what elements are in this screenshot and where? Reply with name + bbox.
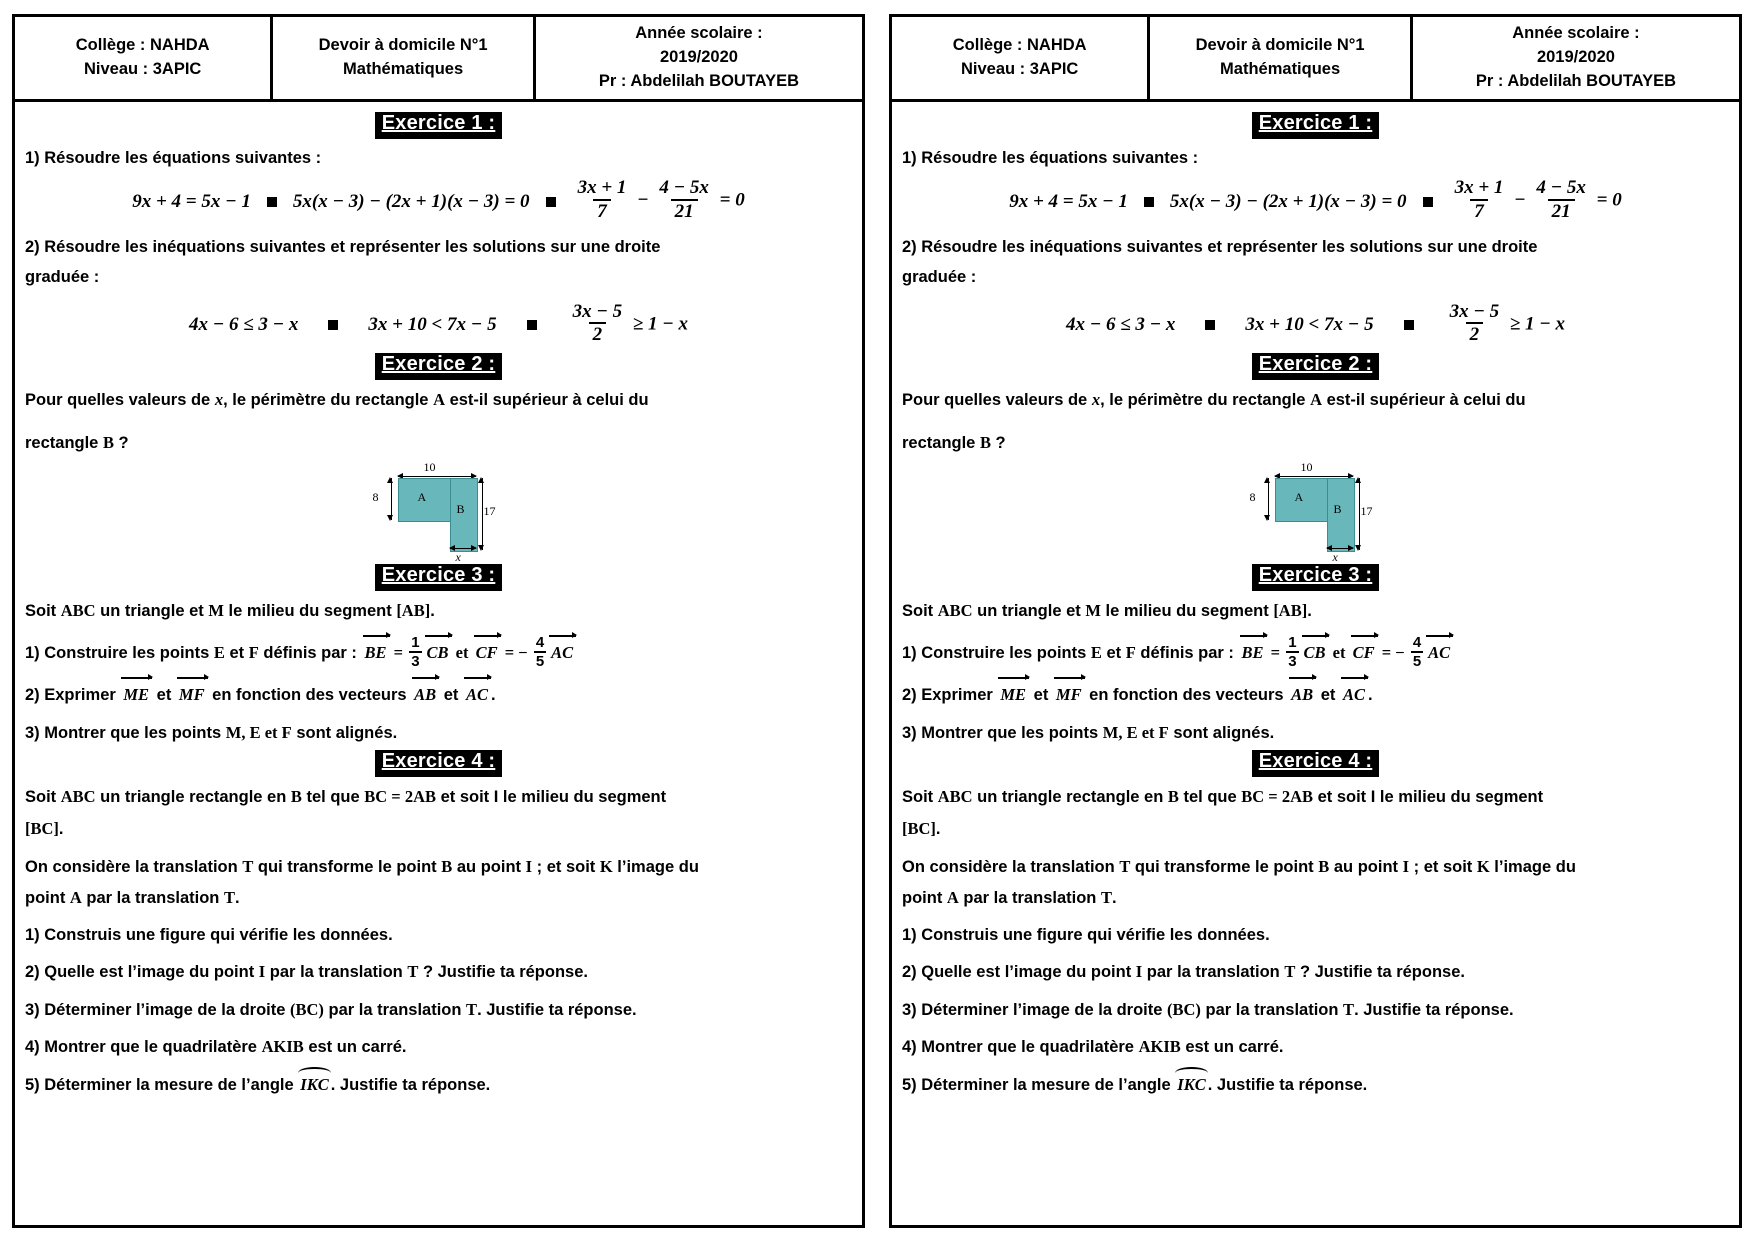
- assignment-title: Devoir à domicile N°1: [1195, 35, 1365, 54]
- vector-cb: CB: [1302, 640, 1328, 666]
- figure-dim-top-arrow: [398, 476, 476, 477]
- worksheet-copy-right: [877, 0, 1754, 1240]
- square-bullet-icon: [267, 197, 277, 207]
- exercise-3-intro: Soit ABC un triangle et M le milieu du segment [AB].: [25, 601, 435, 621]
- rectangle-figure: [364, 460, 514, 565]
- exercise-4-question-3: 3) Déterminer l’image de la droite (BC) par la translation T. Justifie ta réponse.: [902, 999, 1514, 1019]
- figure-dim-bottom-label: x: [455, 550, 461, 565]
- equation-1: 9x + 4 = 5x − 1: [1009, 190, 1128, 212]
- exercise-2-text-line2: rectangle B ?: [902, 432, 1006, 452]
- exercise-4-heading: [902, 750, 1729, 777]
- vector-be: BE: [363, 640, 389, 666]
- equation-3-tail: = 0: [1596, 189, 1622, 211]
- exercise-2-title: Exercice 2 :: [375, 353, 503, 380]
- exercise-3-question-3: 3) Montrer que les points M, E et F sont alignés.: [902, 722, 1275, 742]
- exercise-2-title: Exercice 2 :: [1252, 353, 1380, 380]
- exercise-2-heading: [25, 353, 852, 380]
- school-year-label: Année scolaire :: [635, 24, 763, 42]
- inequality-2: 3x + 10 < 7x − 5: [1245, 313, 1374, 335]
- square-bullet-icon: [1404, 320, 1414, 330]
- exercise-1-question-2-line2: graduée :: [25, 268, 100, 287]
- header-cell-assignment: [1150, 17, 1413, 99]
- figure-dim-top-arrow: [1275, 476, 1353, 477]
- square-bullet-icon: [527, 320, 537, 330]
- vector-ac: AC: [1426, 640, 1452, 666]
- vector-me: ME: [121, 682, 151, 708]
- vector-cb: CB: [425, 640, 451, 666]
- exercise-4-question-1: 1) Construis une figure qui vérifie les données.: [25, 925, 393, 944]
- figure-dim-top-label: 10: [1300, 460, 1313, 475]
- exercise-4-question-2: 2) Quelle est l’image du point I par la translation T ? Justifie ta réponse.: [902, 962, 1465, 982]
- minus-sign: −: [1514, 189, 1526, 211]
- header-cell-college: [15, 17, 273, 99]
- exercise-1-inequalities-row: [902, 300, 1729, 347]
- exercise-4-question-5: 5) Déterminer la mesure de l’angle IKC . Justifie ta réponse.: [25, 1072, 852, 1099]
- square-bullet-icon: [1205, 320, 1215, 330]
- figure-dim-left-arrow: [391, 478, 392, 520]
- equation-3-tail: = 0: [719, 189, 745, 211]
- fraction-1-over-3: $\frac{1}{3}$: [411, 633, 420, 671]
- vector-cf: CF: [474, 640, 500, 666]
- square-bullet-icon: [546, 197, 556, 207]
- header-cell-college: [892, 17, 1150, 99]
- college-level: Niveau : 3APIC: [83, 59, 202, 78]
- inequality-1: 4x − 6 ≤ 3 − x: [1065, 313, 1176, 335]
- figure-dim-bottom-arrow: [450, 548, 476, 549]
- fraction-3x-5-over-2: $\frac{3x - 5}{2}$: [572, 300, 623, 346]
- exercise-1-title: Exercice 1 :: [375, 112, 503, 139]
- exercise-3-question-1: 1) Construire les points E et F définis par : BE = $\frac{1}{3}$ CB et CF = − $\frac{4}{5}$ AC: [902, 633, 1451, 671]
- figure-dim-top-label: 10: [423, 460, 436, 475]
- exercise-1-equations-row: [902, 179, 1729, 223]
- exercise-4-intro-line4: point A par la translation T.: [25, 888, 240, 908]
- exercise-4-intro-line3: On considère la translation T qui transforme le point B au point I ; et soit K l’image du: [25, 856, 699, 876]
- school-year-label: Année scolaire :: [1512, 24, 1640, 42]
- vector-ac: AC: [1341, 682, 1367, 708]
- exercise-1-equations-row: [25, 179, 852, 223]
- vector-ab: AB: [412, 682, 438, 708]
- equation-3: [572, 179, 745, 223]
- exercise-3-heading: [902, 564, 1729, 591]
- header-cell-assignment: [273, 17, 536, 99]
- rectangle-a-label: A: [1294, 490, 1304, 505]
- exercise-1-question-2-line2: graduée :: [902, 268, 977, 287]
- square-bullet-icon: [1144, 197, 1154, 207]
- rectangle-figure: [1241, 460, 1391, 565]
- inequality-3: [1444, 300, 1566, 347]
- college-level: Niveau : 3APIC: [960, 59, 1079, 78]
- inequality-2: 3x + 10 < 7x − 5: [368, 313, 497, 335]
- equation-1: 9x + 4 = 5x − 1: [132, 190, 251, 212]
- minus-sign: −: [637, 189, 649, 211]
- figure-dim-bottom-arrow: [1327, 548, 1353, 549]
- exercise-3-question-1: 1) Construire les points E et F définis par : BE = $\frac{1}{3}$ CB et CF = − $\frac{4}{5}$ AC: [25, 633, 574, 671]
- exercise-1-title: Exercice 1 :: [1252, 112, 1380, 139]
- fraction-4-over-5: $\frac{4}{5}$: [1412, 633, 1422, 671]
- fraction-3x1-over-7: $\frac{3x + 1}{7}$: [1454, 177, 1504, 222]
- fraction-3x1-over-7: $\frac{3x + 1}{7}$: [577, 177, 627, 222]
- figure-dim-left-label: 8: [1249, 490, 1256, 505]
- square-bullet-icon: [328, 320, 338, 330]
- college-name: Collège : NAHDA: [952, 35, 1087, 54]
- exercise-4-question-5: 5) Déterminer la mesure de l’angle IKC . Justifie ta réponse.: [902, 1072, 1729, 1099]
- exercise-1-question-2-line1: 2) Résoudre les inéquations suivantes et représenter les solutions sur une droite: [902, 237, 1538, 256]
- exercise-2-text-line1: Pour quelles valeurs de x, le périmètre du rectangle A est-il supérieur à celui du: [25, 390, 649, 410]
- school-year-value: 2019/2020: [659, 47, 738, 66]
- vector-mf: MF: [177, 682, 207, 708]
- rectangle-b-label: B: [456, 502, 465, 517]
- exercise-1-question-1: 1) Résoudre les équations suivantes :: [25, 148, 322, 167]
- figure-dim-bottom-label: x: [1332, 550, 1338, 565]
- rectangle-b-label: B: [1333, 502, 1342, 517]
- figure-dim-left-arrow: [1268, 478, 1269, 520]
- assignment-title: Devoir à domicile N°1: [318, 35, 488, 54]
- assignment-subject: Mathématiques: [343, 59, 464, 78]
- figure-dim-right-arrow: [1359, 478, 1360, 550]
- exercise-1-heading: [902, 112, 1729, 139]
- teacher-name: Pr : Abdelilah BOUTAYEB: [1475, 71, 1677, 90]
- exercise-2-text-line2: rectangle B ?: [25, 432, 129, 452]
- worksheet-body: [12, 102, 865, 1228]
- angle-ikc: IKC: [298, 1072, 330, 1098]
- exercise-4-question-2: 2) Quelle est l’image du point I par la translation T ? Justifie ta réponse.: [25, 962, 588, 982]
- figure-dim-right-label: 17: [483, 504, 496, 519]
- exercise-4-question-4: 4) Montrer que le quadrilatère AKIB est un carré.: [902, 1037, 1284, 1057]
- exercise-3-title: Exercice 3 :: [375, 564, 503, 591]
- exercise-3-heading: [25, 564, 852, 591]
- exercise-4-title: Exercice 4 :: [375, 750, 503, 777]
- fraction-4-5x-over-21: $\frac{4 - 5x}{21}$: [1536, 177, 1586, 222]
- exercise-1-question-1: 1) Résoudre les équations suivantes :: [902, 148, 1199, 167]
- vector-ac: AC: [549, 640, 575, 666]
- header-cell-year: [1413, 17, 1739, 99]
- exercise-4-question-3: 3) Déterminer l’image de la droite (BC) par la translation T. Justifie ta réponse.: [25, 999, 637, 1019]
- exercise-4-intro-line2: [BC].: [902, 818, 941, 838]
- exercise-4-intro-line3: On considère la translation T qui transforme le point B au point I ; et soit K l’image du: [902, 856, 1576, 876]
- exercise-3-question-3: 3) Montrer que les points M, E et F sont alignés.: [25, 722, 398, 742]
- vector-mf: MF: [1054, 682, 1084, 708]
- vector-ab: AB: [1289, 682, 1315, 708]
- exercise-4-title: Exercice 4 :: [1252, 750, 1380, 777]
- exercise-4-heading: [25, 750, 852, 777]
- figure-dim-right-arrow: [482, 478, 483, 550]
- header-table: [12, 14, 865, 102]
- exercise-4-question-4: 4) Montrer que le quadrilatère AKIB est un carré.: [25, 1037, 407, 1057]
- exercise-4-intro-line1: Soit ABC un triangle rectangle en B tel que BC = 2AB et soit I le milieu du segment: [25, 787, 667, 807]
- inequality-3-tail: ≥ 1 − x: [1509, 313, 1566, 335]
- exercise-3-question-2: 2) Exprimer ME et MF en fonction des vecteurs AB et AC .: [25, 682, 852, 709]
- vector-cf: CF: [1351, 640, 1377, 666]
- exercise-3-intro: Soit ABC un triangle et M le milieu du segment [AB].: [902, 601, 1312, 621]
- inequality-3-tail: ≥ 1 − x: [632, 313, 689, 335]
- exercise-1-heading: [25, 112, 852, 139]
- assignment-subject: Mathématiques: [1220, 59, 1341, 78]
- equation-2: 5x(x − 3) − (2x + 1)(x − 3) = 0: [1169, 190, 1407, 212]
- fraction-1-over-3: $\frac{1}{3}$: [1288, 633, 1297, 671]
- worksheet-body: [889, 102, 1742, 1228]
- angle-ikc: IKC: [1175, 1072, 1207, 1098]
- exercise-1-question-2-line1: 2) Résoudre les inéquations suivantes et représenter les solutions sur une droite: [25, 237, 661, 256]
- rectangle-a-label: A: [417, 490, 427, 505]
- exercise-3-question-2: 2) Exprimer ME et MF en fonction des vecteurs AB et AC .: [902, 682, 1729, 709]
- header-table: [889, 14, 1742, 102]
- college-name: Collège : NAHDA: [75, 35, 210, 54]
- vector-be: BE: [1240, 640, 1266, 666]
- square-bullet-icon: [1423, 197, 1433, 207]
- fraction-3x-5-over-2: $\frac{3x - 5}{2}$: [1449, 300, 1500, 346]
- exercise-2-text-line1: Pour quelles valeurs de x, le périmètre du rectangle A est-il supérieur à celui du: [902, 390, 1526, 410]
- teacher-name: Pr : Abdelilah BOUTAYEB: [598, 71, 800, 90]
- fraction-4-5x-over-21: $\frac{4 - 5x}{21}$: [659, 177, 709, 222]
- fraction-4-over-5: $\frac{4}{5}$: [535, 633, 545, 671]
- exercise-4-intro-line2: [BC].: [25, 818, 64, 838]
- vector-me: ME: [998, 682, 1028, 708]
- exercise-4-intro-line1: Soit ABC un triangle rectangle en B tel que BC = 2AB et soit I le milieu du segment: [902, 787, 1544, 807]
- header-cell-year: [536, 17, 862, 99]
- school-year-value: 2019/2020: [1536, 47, 1615, 66]
- inequality-1: 4x − 6 ≤ 3 − x: [188, 313, 299, 335]
- figure-dim-right-label: 17: [1360, 504, 1373, 519]
- exercise-4-intro-line4: point A par la translation T.: [902, 888, 1117, 908]
- exercise-3-title: Exercice 3 :: [1252, 564, 1380, 591]
- equation-3: [1449, 179, 1622, 223]
- equation-2: 5x(x − 3) − (2x + 1)(x − 3) = 0: [292, 190, 530, 212]
- exercise-1-inequalities-row: [25, 300, 852, 347]
- exercise-4-question-1: 1) Construis une figure qui vérifie les données.: [902, 925, 1270, 944]
- figure-dim-left-label: 8: [372, 490, 379, 505]
- inequality-3: [567, 300, 689, 347]
- exercise-2-heading: [902, 353, 1729, 380]
- vector-ac: AC: [464, 682, 490, 708]
